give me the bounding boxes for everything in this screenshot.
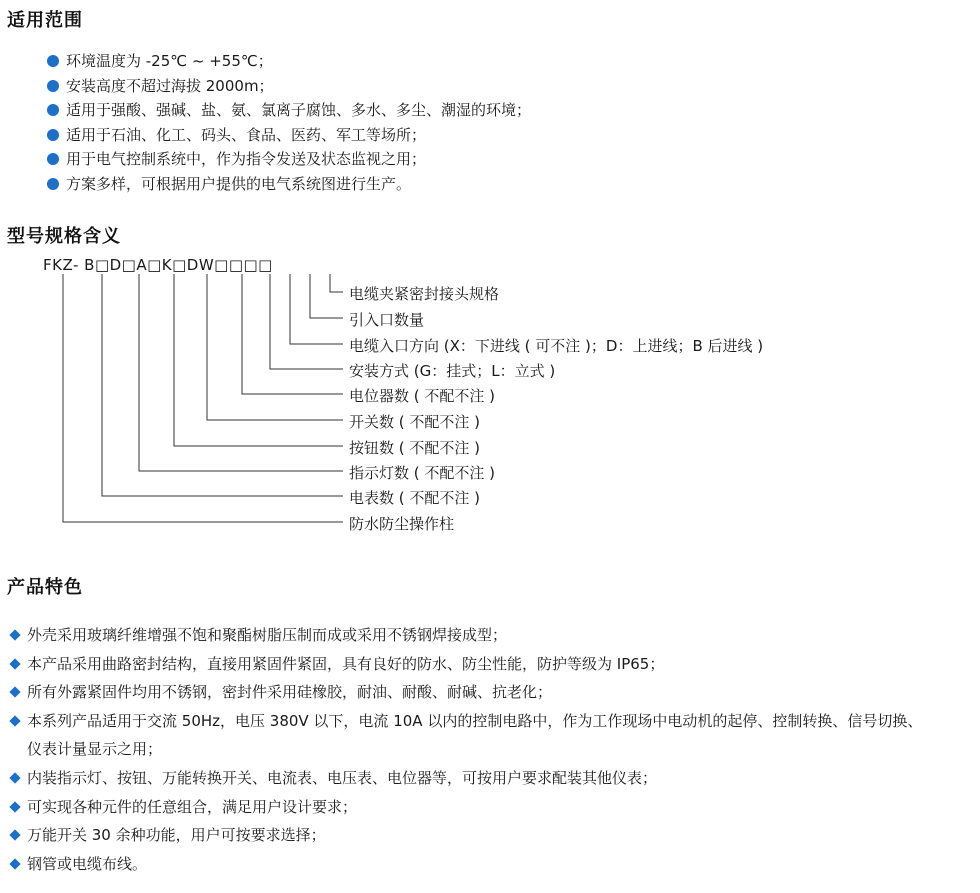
section-title-scope: 适用范围 xyxy=(7,10,83,31)
model-label: 电位器数 ( 不配不注 ) xyxy=(349,387,496,405)
list-item: 适用于石油、化工、码头、食品、医药、军工等场所； xyxy=(0,123,531,148)
bullet-diamond-icon xyxy=(9,715,20,726)
model-label: 指示灯数 ( 不配不注 ) xyxy=(349,464,496,482)
list-item: 环境温度为 -25℃ ~ +55℃； xyxy=(0,49,531,74)
model-label: 按钮数 ( 不配不注 ) xyxy=(349,439,481,457)
model-label: 防水防尘操作柱 xyxy=(349,515,455,533)
model-label: 开关数 ( 不配不注 ) xyxy=(349,413,481,431)
bullet-diamond-icon xyxy=(9,772,20,783)
list-item: 内装指示灯、按钮、万能转换开关、电流表、电压表、电位器等，可按用户要求配装其他仪表； xyxy=(0,764,922,793)
list-item: 所有外露紧固件均用不锈钢，密封件采用硅橡胶，耐油、耐酸、耐碱、抗老化； xyxy=(0,678,922,707)
list-item: 钢管或电缆布线。 xyxy=(0,850,922,879)
list-item: 适用于强酸、强碱、盐、氨、氯离子腐蚀、多水、多尘、潮湿的环境； xyxy=(0,98,531,123)
list-item: 本系列产品适用于交流 50Hz，电压 380V 以下，电流 10A 以内的控制电路中，作为工作现场中电动机的起停、控制转换、信号切换、 xyxy=(0,707,922,736)
bullet-diamond-icon xyxy=(9,629,20,640)
bullet-diamond-icon xyxy=(9,829,20,840)
section-title-features: 产品特色 xyxy=(7,577,83,598)
list-item: 万能开关 30 余种功能，用户可按要求选择； xyxy=(0,821,922,850)
list-item: 可实现各种元件的任意组合，满足用户设计要求； xyxy=(0,793,922,822)
model-label: 电表数 ( 不配不注 ) xyxy=(349,489,481,507)
model-label: 安装方式 (G：挂式；L：立式 ) xyxy=(349,362,556,380)
model-label: 引入口数量 xyxy=(349,311,425,329)
model-label: 电缆入口方向 (X：下进线 ( 可不注 )；D：上进线；B 后进线 ) xyxy=(349,337,764,355)
bullet-diamond-icon xyxy=(9,801,20,812)
model-code: FKZ- B□D□A□K□DW□□□□ xyxy=(43,256,273,274)
list-item: 安装高度不超过海拔 2000m； xyxy=(0,74,531,99)
bullet-diamond-icon xyxy=(9,687,20,698)
list-item: 本产品采用曲路密封结构，直接用紧固件紧固，具有良好的防水、防尘性能，防护等级为 IP65； xyxy=(0,650,922,679)
list-item: 方案多样，可根据用户提供的电气系统图进行生产。 xyxy=(0,172,531,197)
features-list xyxy=(0,621,922,878)
section-title-model: 型号规格含义 xyxy=(7,226,121,247)
bullet-diamond-icon xyxy=(9,658,20,669)
bullet-diamond-icon xyxy=(9,858,20,869)
list-item-continuation: 仪表计量显示之用； xyxy=(27,740,163,759)
model-label: 电缆夹紧密封接头规格 xyxy=(349,285,500,303)
list-item: 外壳采用玻璃纤维增强不饱和聚酯树脂压制而成或采用不锈钢焊接成型； xyxy=(0,621,922,650)
list-item: 用于电气控制系统中，作为指令发送及状态监视之用； xyxy=(0,147,531,172)
